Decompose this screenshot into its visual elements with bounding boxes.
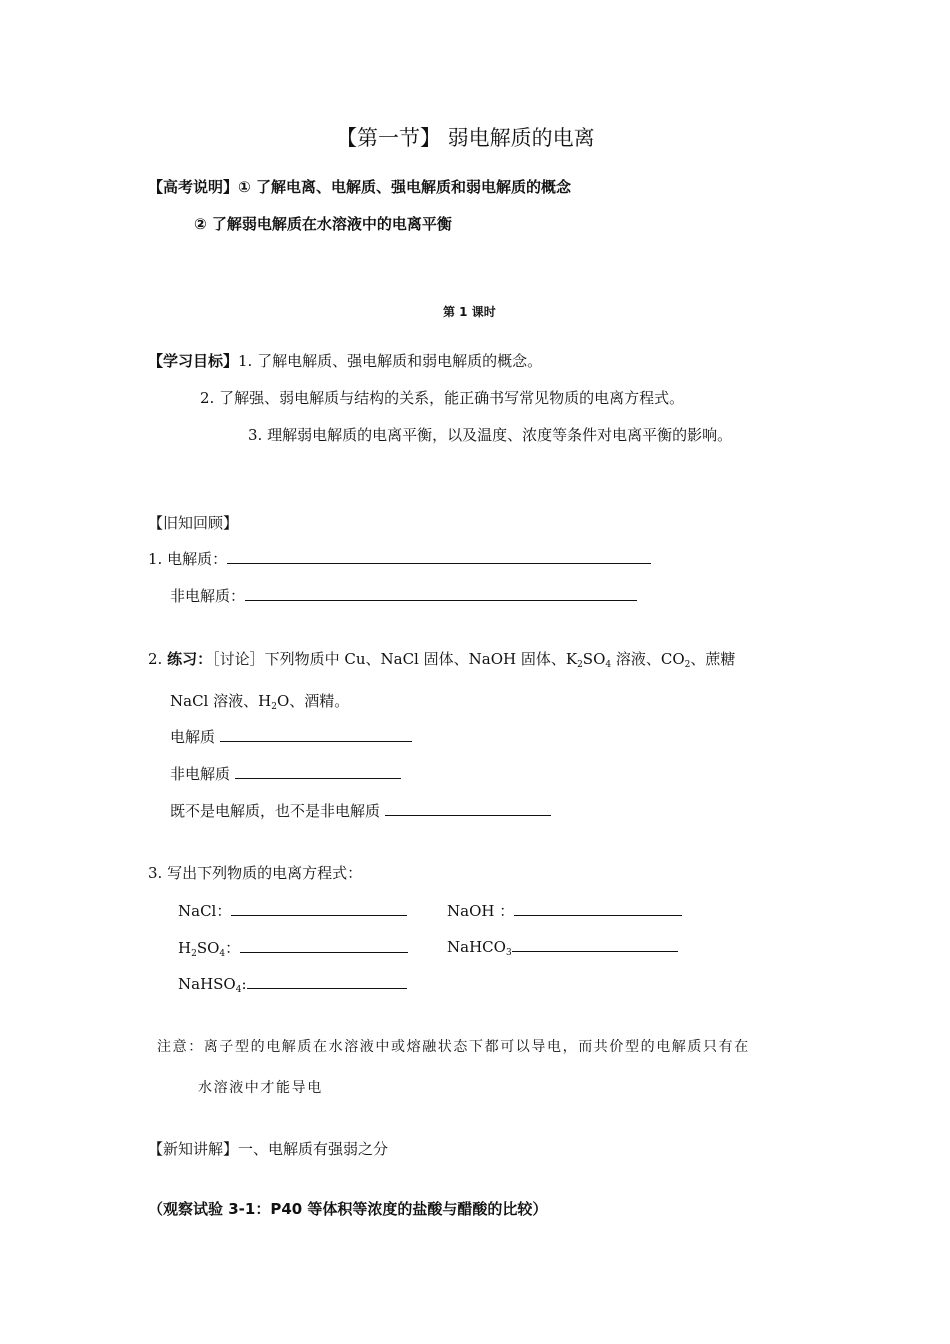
- q1-nonelectrolyte-label: 非电解质：: [170, 587, 246, 605]
- q1-nonelectrolyte-row: [170, 585, 637, 606]
- q2-nonelectrolyte-label: 非电解质: [170, 765, 235, 783]
- new-knowledge-heading: 【新知讲解】一、电解质有强弱之分: [148, 1140, 389, 1158]
- q3-nacl-row: [178, 900, 407, 921]
- q2-co2-sub: 2: [684, 660, 691, 670]
- exam-notes-item1: ① 了解电离、电解质、强电解质和弱电解质的概念: [238, 178, 571, 196]
- q3-naoh-blank[interactable]: [514, 901, 682, 916]
- q2-k2so4-sub4: 4: [605, 660, 612, 670]
- objectives-item1: 1. 了解电解质、强电解质和弱电解质的概念。: [238, 352, 543, 370]
- q2-neither-label: 既不是电解质，也不是非电解质: [170, 802, 385, 820]
- q2-neither-blank[interactable]: [385, 801, 551, 816]
- q3-h2so4-sub2: 2: [191, 949, 197, 959]
- note-line2: 水溶液中才能导电: [198, 1080, 323, 1096]
- q1-nonelectrolyte-blank[interactable]: [245, 586, 637, 601]
- q2-text-line2-a: NaCl 溶液、H: [170, 692, 272, 710]
- experiment-heading: （观察试验 3-1：P40 等体积等浓度的盐酸与醋酸的比较）: [148, 1200, 548, 1218]
- q2-number: 2.: [148, 650, 163, 668]
- q3-nacl-blank[interactable]: [231, 901, 407, 916]
- q3-nahso4-colon: :: [241, 975, 247, 993]
- q3-heading: 3. 写出下列物质的电离方程式：: [148, 864, 363, 882]
- exam-notes-label: 【高考说明】: [148, 178, 239, 196]
- exam-notes-item2: ② 了解弱电解质在水溶液中的电离平衡: [194, 215, 452, 233]
- q3-nahso4-sub: 4: [235, 985, 242, 995]
- q3-nahco3-sub: 3: [505, 948, 512, 958]
- q3-naoh-row: [447, 900, 682, 921]
- q2-line2: [170, 690, 349, 711]
- q2-k2so4-so: SO: [582, 650, 606, 668]
- q3-h2so4-so: SO: [196, 939, 220, 957]
- q1-electrolyte-label: 1. 电解质：: [148, 550, 228, 568]
- objectives-item3: 3. 理解弱电解质的电离平衡，以及温度、浓度等条件对电离平衡的影响。: [248, 426, 733, 444]
- q2-text-c: 、蔗糖: [690, 650, 736, 668]
- objectives-label: 【学习目标】: [148, 352, 239, 370]
- q2-nonelectrolyte-blank[interactable]: [235, 764, 401, 779]
- q3-h2so4-colon: ：: [225, 939, 241, 957]
- q1-electrolyte-blank[interactable]: [227, 549, 651, 564]
- q2-nonelectrolyte-row: [170, 763, 401, 784]
- q3-nahso4-row: [178, 974, 407, 993]
- q2-electrolyte-label: 电解质: [170, 728, 220, 746]
- q3-nahco3-row: [447, 937, 678, 956]
- review-heading: 【旧知回顾】: [148, 514, 239, 532]
- q3-h2so4-row: [178, 937, 408, 958]
- q3-h2so4-sub4: 4: [219, 949, 226, 959]
- exam-notes-line1: [148, 176, 571, 197]
- q3-h2so4-h: H: [178, 939, 192, 957]
- q3-h2so4-blank[interactable]: [240, 938, 408, 953]
- note-line1: 注意：离子型的电解质在水溶液中或熔融状态下都可以导电，而共价型的电解质只有在: [157, 1039, 750, 1055]
- q1-electrolyte-row: [148, 548, 651, 569]
- q2-label: 练习：: [167, 650, 213, 668]
- page-title: 【第一节】 弱电解质的电离: [336, 126, 595, 150]
- q3-nahso4-blank[interactable]: [247, 974, 407, 989]
- q3-nahco3-blank[interactable]: [512, 937, 678, 952]
- q3-naoh-label: NaOH ：: [447, 902, 515, 920]
- q2-k2so4-sub2: 2: [577, 660, 583, 670]
- objectives-line1: [148, 350, 542, 371]
- q2-electrolyte-row: [170, 726, 412, 747]
- q2-text-b: 溶液、CO: [611, 650, 685, 668]
- q2-h2o-sub: 2: [271, 702, 277, 712]
- objectives-item2: 2. 了解强、弱电解质与结构的关系，能正确书写常见物质的电离方程式。: [200, 389, 685, 407]
- q3-nahco3-main: NaHCO: [447, 938, 506, 956]
- q2-electrolyte-blank[interactable]: [220, 727, 412, 742]
- q2-line1: [148, 648, 735, 669]
- q2-neither-row: [170, 800, 551, 821]
- q2-text-line2-b: O、酒精。: [276, 692, 350, 710]
- lesson-label: 第 1 课时: [443, 305, 496, 319]
- q3-nahso4-main: NaHSO: [178, 975, 236, 993]
- q2-text-a: ［讨论］下列物质中 Cu、NaCl 固体、NaOH 固体、K: [212, 650, 578, 668]
- q3-nacl-label: NaCl：: [178, 902, 232, 920]
